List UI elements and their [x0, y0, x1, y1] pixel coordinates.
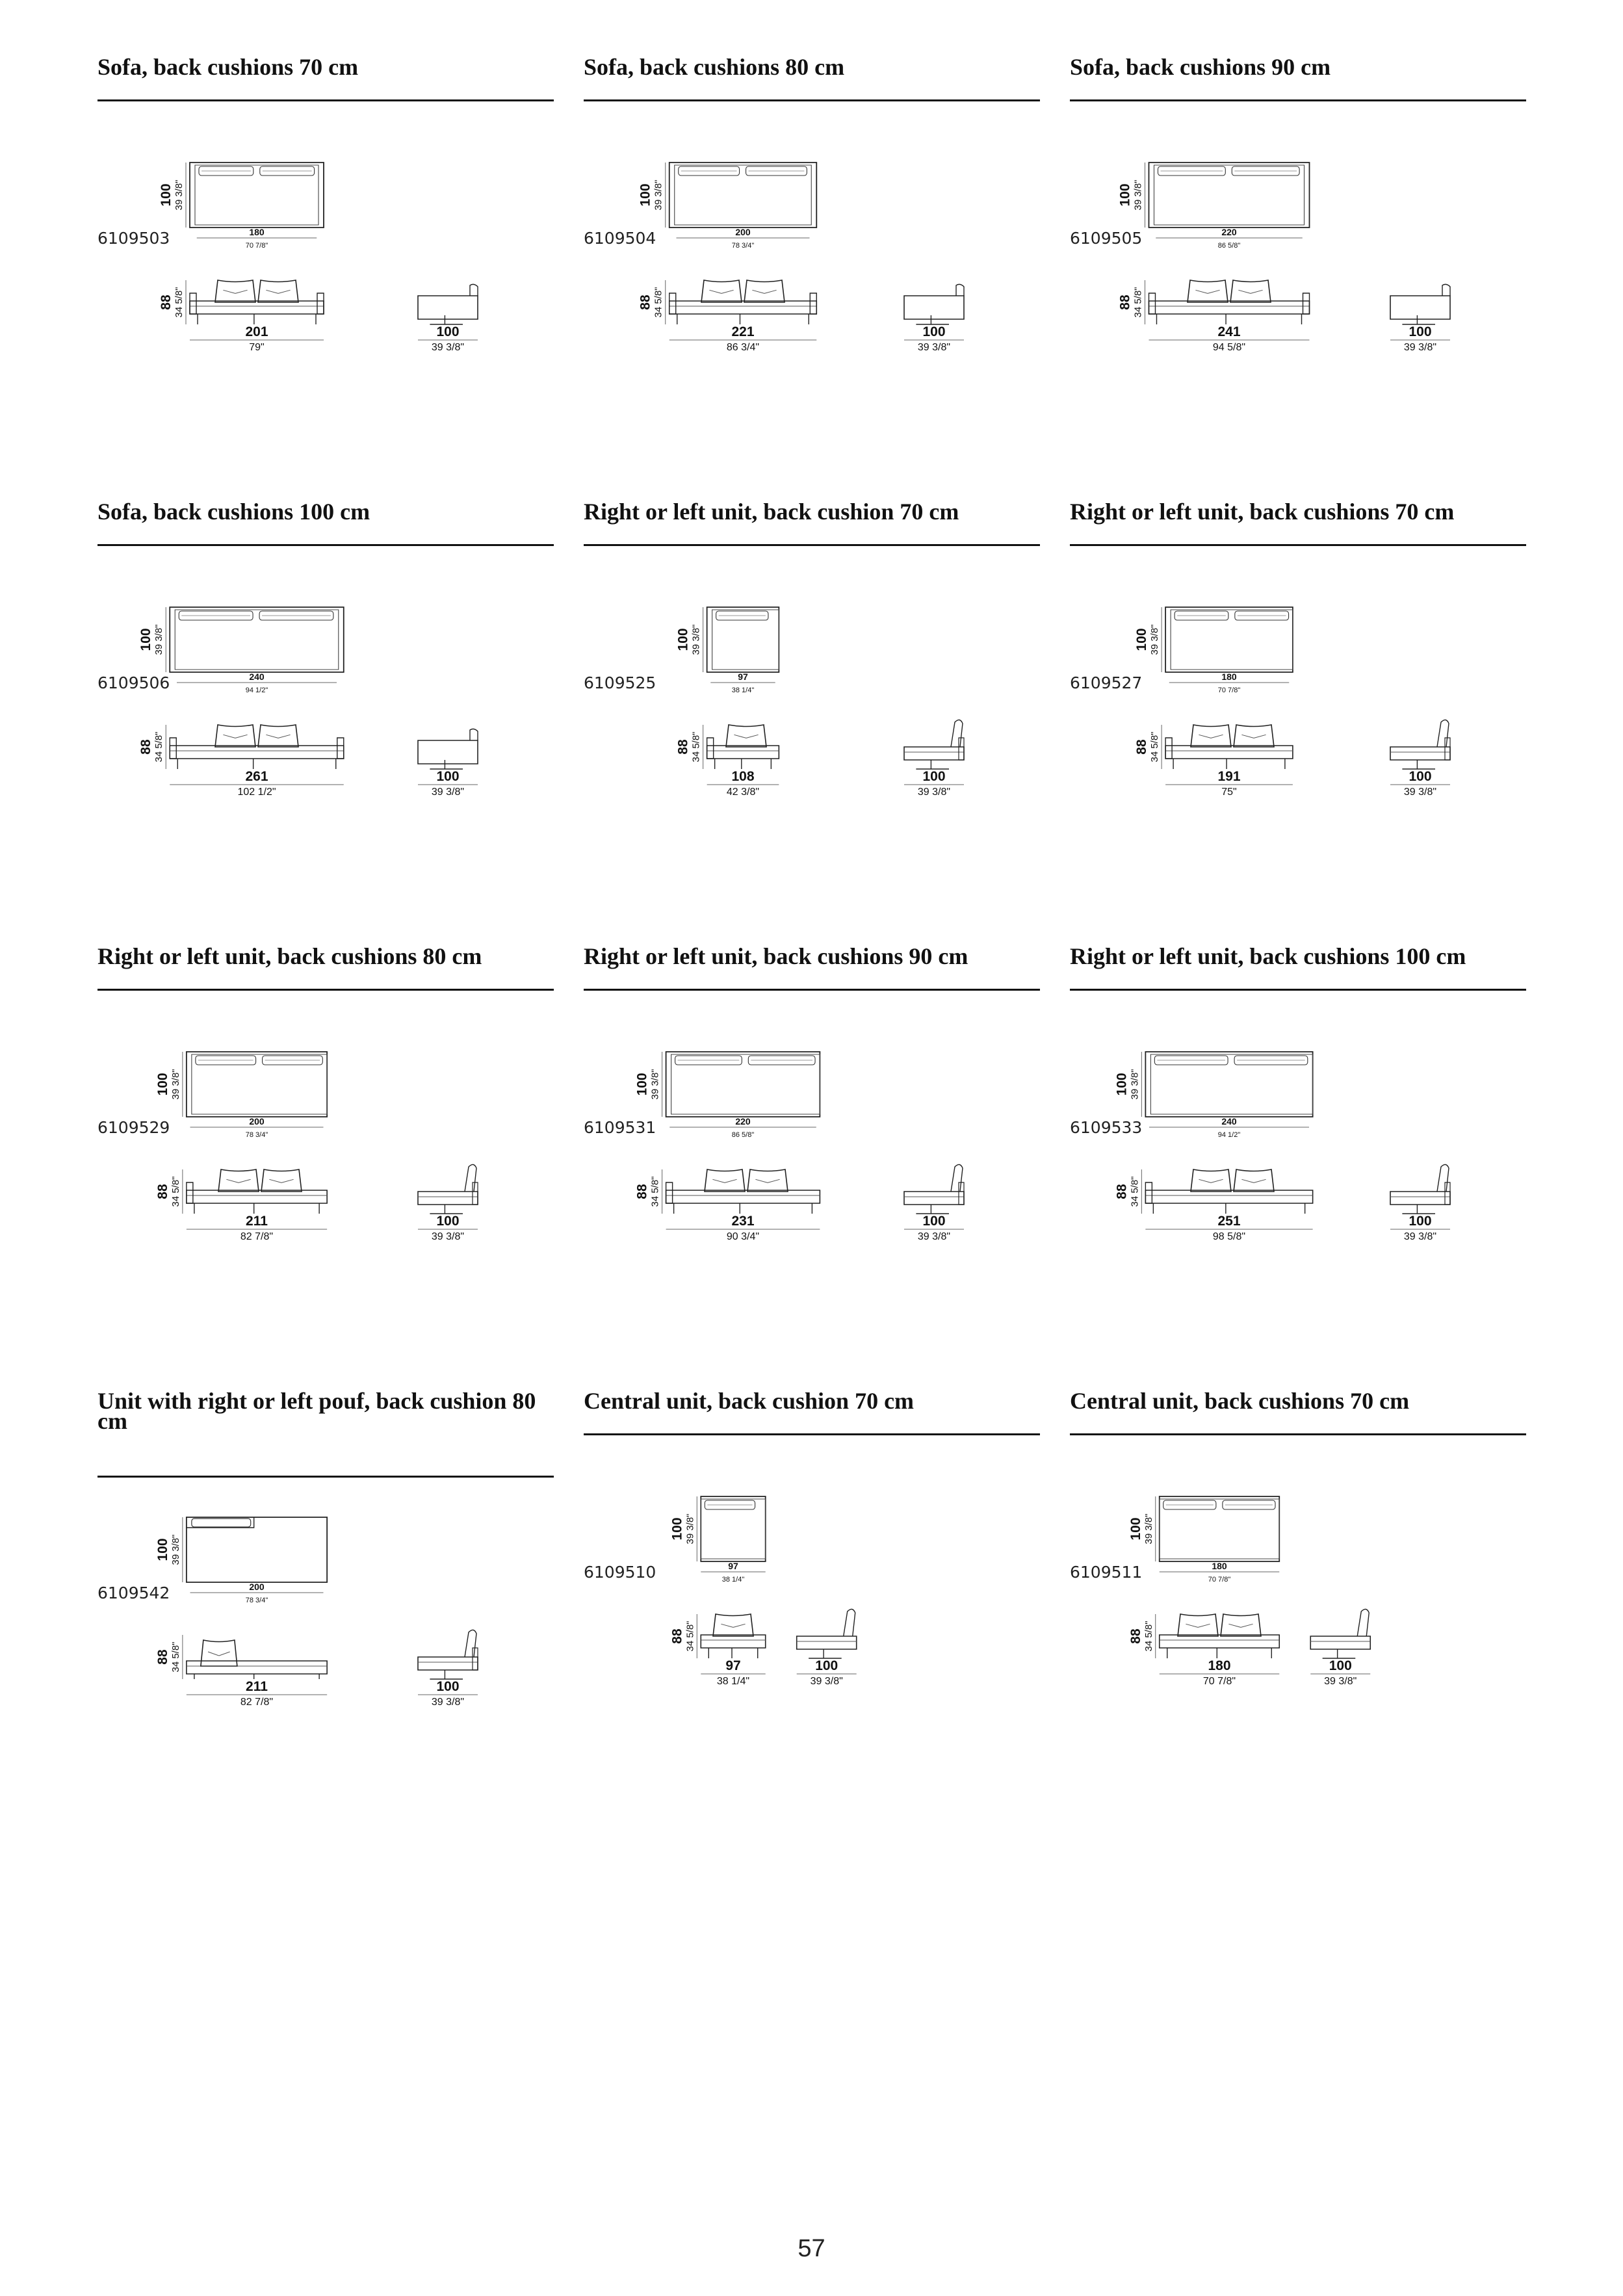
top-width-label: 240	[249, 672, 265, 682]
height-inch-label: 34 5/8"	[173, 287, 185, 318]
top-depth-inch-label: 39 3/8"	[173, 179, 185, 211]
product-title: Central unit, back cushions 70 cm	[1070, 1388, 1410, 1414]
side-depth-label: 100	[436, 1679, 460, 1694]
side-depth-label: 100	[436, 324, 460, 339]
product-code: 6109542	[97, 1584, 170, 1602]
front-width-label: 108	[731, 769, 755, 784]
product-title: Right or left unit, back cushions 70 cm	[1070, 499, 1455, 525]
top-depth-inch-label: 39 3/8"	[170, 1534, 181, 1565]
side-depth-label: 100	[1409, 1214, 1432, 1229]
top-view	[676, 607, 779, 694]
top-depth-inch-label: 39 3/8"	[153, 624, 165, 655]
top-width-inch-label: 78 3/4"	[245, 1597, 268, 1604]
page-number: 57	[798, 2235, 825, 2262]
top-view	[138, 607, 344, 694]
dimension-drawing	[97, 471, 554, 835]
side-depth-label: 100	[922, 1214, 946, 1229]
front-width-label: 231	[731, 1214, 755, 1229]
side-depth-inch-label: 39 3/8"	[917, 1231, 951, 1242]
dimension-drawing	[584, 26, 1040, 390]
front-width-inch-label: 75"	[1221, 787, 1237, 798]
product-cell	[1070, 1360, 1526, 1724]
top-width-label: 200	[735, 227, 751, 237]
height-label: 88	[669, 1628, 685, 1644]
side-view	[418, 284, 478, 353]
side-depth-inch-label: 39 3/8"	[431, 1697, 465, 1708]
top-depth-inch-label: 39 3/8"	[170, 1069, 181, 1100]
dimension-drawing	[584, 915, 1040, 1279]
side-view	[904, 284, 964, 353]
side-depth-label: 100	[922, 324, 946, 339]
top-view	[155, 1052, 327, 1139]
front-width-label: 191	[1217, 769, 1241, 784]
top-width-inch-label: 86 5/8"	[731, 1131, 755, 1139]
product-title: Sofa, back cushions 100 cm	[97, 499, 370, 525]
product-title: Unit with right or left pouf, back cushion 80 cm	[97, 1388, 542, 1434]
front-width-inch-label: 42 3/8"	[726, 787, 760, 798]
front-width-label: 201	[245, 324, 268, 339]
height-inch-label: 34 5/8"	[690, 731, 702, 763]
height-inch-label: 34 5/8"	[1132, 287, 1144, 318]
product-cell	[1070, 471, 1526, 835]
product-cell	[584, 471, 1040, 835]
product-code: 6109527	[1070, 673, 1143, 692]
height-inch-label: 34 5/8"	[170, 1641, 181, 1673]
dimension-drawing	[97, 1381, 554, 1745]
product-cell	[584, 26, 1040, 390]
product-code: 6109511	[1070, 1563, 1143, 1582]
front-width-inch-label: 82 7/8"	[240, 1231, 274, 1242]
top-width-label: 200	[249, 1582, 265, 1592]
product-title: Right or left unit, back cushions 100 cm	[1070, 943, 1466, 969]
top-view	[1114, 1052, 1312, 1139]
dimension-drawing	[584, 1360, 1040, 1724]
top-depth-label: 100	[1114, 1073, 1130, 1096]
side-depth-inch-label: 39 3/8"	[917, 787, 951, 798]
product-title: Right or left unit, back cushions 90 cm	[584, 943, 968, 969]
dimension-drawing	[97, 26, 554, 390]
front-width-label: 261	[245, 769, 268, 784]
product-code: 6109529	[97, 1118, 170, 1137]
front-view	[159, 280, 324, 353]
top-depth-inch-label: 39 3/8"	[1129, 1069, 1141, 1100]
product-cell	[1070, 26, 1526, 390]
product-title: Right or left unit, back cushions 80 cm	[97, 943, 482, 969]
top-depth-label: 100	[158, 183, 174, 207]
side-depth-inch-label: 39 3/8"	[431, 787, 465, 798]
top-width-inch-label: 70 7/8"	[1217, 686, 1241, 694]
height-inch-label: 34 5/8"	[649, 1176, 661, 1207]
top-width-label: 240	[1221, 1116, 1237, 1127]
front-width-inch-label: 86 3/4"	[726, 342, 760, 353]
front-view	[1128, 1614, 1280, 1687]
dimension-drawing	[1070, 26, 1526, 390]
front-width-inch-label: 94 5/8"	[1212, 342, 1246, 353]
top-view	[159, 163, 324, 250]
front-width-label: 221	[731, 324, 755, 339]
front-width-label: 211	[246, 1214, 268, 1229]
top-width-inch-label: 70 7/8"	[1208, 1576, 1231, 1584]
front-view	[155, 1635, 327, 1708]
top-view	[1117, 163, 1309, 250]
side-view	[1390, 284, 1450, 353]
top-view	[638, 163, 817, 250]
height-label: 88	[138, 739, 154, 755]
top-width-inch-label: 86 5/8"	[1217, 242, 1241, 250]
height-label: 88	[675, 739, 691, 755]
front-width-inch-label: 79"	[249, 342, 265, 353]
top-width-label: 97	[738, 672, 748, 682]
top-width-inch-label: 78 3/4"	[245, 1131, 268, 1139]
top-depth-inch-label: 39 3/8"	[1143, 1513, 1154, 1545]
product-code: 6109506	[97, 673, 170, 692]
product-title: Sofa, back cushions 70 cm	[97, 54, 359, 80]
side-view	[904, 720, 964, 798]
product-title: Central unit, back cushion 70 cm	[584, 1388, 915, 1414]
side-depth-inch-label: 39 3/8"	[1403, 342, 1437, 353]
top-depth-label: 100	[155, 1538, 170, 1561]
front-width-inch-label: 70 7/8"	[1202, 1676, 1236, 1687]
height-label: 88	[1128, 1628, 1143, 1644]
top-width-inch-label: 94 1/2"	[245, 686, 268, 694]
top-depth-label: 100	[669, 1517, 685, 1541]
front-view	[1117, 280, 1309, 353]
top-width-label: 220	[735, 1116, 751, 1127]
top-view	[155, 1517, 327, 1604]
side-depth-label: 100	[1409, 769, 1432, 784]
top-depth-label: 100	[1117, 183, 1133, 207]
height-label: 88	[1117, 294, 1133, 310]
top-depth-label: 100	[634, 1073, 650, 1096]
top-view	[1128, 1496, 1280, 1584]
top-width-label: 180	[249, 227, 265, 237]
top-view	[635, 1052, 820, 1139]
side-depth-inch-label: 39 3/8"	[917, 342, 951, 353]
height-inch-label: 34 5/8"	[1129, 1176, 1141, 1207]
product-code: 6109510	[584, 1563, 656, 1582]
top-width-label: 200	[249, 1116, 265, 1127]
front-width-label: 251	[1217, 1214, 1241, 1229]
top-width-inch-label: 94 1/2"	[1217, 1131, 1241, 1139]
top-depth-label: 100	[138, 628, 154, 651]
front-width-inch-label: 102 1/2"	[237, 787, 276, 798]
product-title: Sofa, back cushions 80 cm	[584, 54, 845, 80]
top-depth-inch-label: 39 3/8"	[1149, 624, 1161, 655]
side-depth-inch-label: 39 3/8"	[1324, 1676, 1357, 1687]
height-label: 88	[1114, 1184, 1130, 1199]
product-code: 6109505	[1070, 229, 1143, 248]
front-width-label: 211	[246, 1679, 268, 1694]
front-view	[669, 1614, 765, 1687]
front-view	[138, 725, 344, 798]
side-depth-inch-label: 39 3/8"	[1403, 787, 1437, 798]
front-view	[1134, 725, 1293, 798]
dimension-drawing	[1070, 915, 1526, 1279]
side-depth-label: 100	[1409, 324, 1432, 339]
front-width-inch-label: 98 5/8"	[1212, 1231, 1246, 1242]
top-width-label: 220	[1221, 227, 1237, 237]
product-cell	[97, 1360, 554, 1724]
height-label: 88	[155, 1649, 170, 1665]
product-code: 6109504	[584, 229, 656, 248]
side-depth-inch-label: 39 3/8"	[810, 1676, 843, 1687]
top-depth-label: 100	[155, 1073, 170, 1096]
front-width-label: 241	[1217, 324, 1241, 339]
height-inch-label: 34 5/8"	[684, 1621, 696, 1652]
side-view	[904, 1164, 964, 1242]
side-depth-label: 100	[436, 769, 460, 784]
side-view	[797, 1609, 857, 1687]
product-cell	[584, 1360, 1040, 1724]
dimension-drawing	[1070, 1360, 1526, 1724]
top-depth-inch-label: 39 3/8"	[649, 1069, 661, 1100]
side-view	[1390, 1164, 1450, 1242]
side-depth-label: 100	[436, 1214, 460, 1229]
front-width-inch-label: 38 1/4"	[716, 1676, 750, 1687]
product-cell	[584, 915, 1040, 1279]
front-width-inch-label: 82 7/8"	[240, 1697, 274, 1708]
height-inch-label: 34 5/8"	[153, 731, 165, 763]
side-view	[1310, 1609, 1370, 1687]
top-width-inch-label: 70 7/8"	[245, 242, 268, 250]
height-label: 88	[1134, 739, 1150, 755]
side-view	[418, 1630, 478, 1708]
height-inch-label: 34 5/8"	[1149, 731, 1161, 763]
top-width-label: 97	[728, 1561, 738, 1571]
top-view	[1134, 607, 1293, 694]
top-depth-inch-label: 39 3/8"	[653, 179, 664, 211]
top-depth-label: 100	[675, 628, 691, 651]
side-depth-label: 100	[815, 1658, 838, 1673]
front-view	[638, 280, 817, 353]
height-inch-label: 34 5/8"	[170, 1176, 181, 1207]
side-depth-label: 100	[1329, 1658, 1352, 1673]
top-width-label: 180	[1212, 1561, 1227, 1571]
top-depth-inch-label: 39 3/8"	[1132, 179, 1144, 211]
product-cell	[97, 471, 554, 835]
product-cell	[97, 915, 554, 1279]
top-view	[669, 1496, 765, 1584]
side-view	[1390, 720, 1450, 798]
product-code: 6109533	[1070, 1118, 1143, 1137]
front-view	[676, 725, 779, 798]
height-inch-label: 34 5/8"	[653, 287, 664, 318]
product-code: 6109531	[584, 1118, 656, 1137]
dimension-drawing	[97, 915, 554, 1279]
height-label: 88	[155, 1184, 170, 1199]
height-label: 88	[638, 294, 653, 310]
front-view	[635, 1169, 820, 1242]
front-width-label: 180	[1208, 1658, 1231, 1673]
product-title: Sofa, back cushions 90 cm	[1070, 54, 1331, 80]
top-depth-label: 100	[1128, 1517, 1143, 1541]
side-depth-inch-label: 39 3/8"	[1403, 1231, 1437, 1242]
top-width-inch-label: 38 1/4"	[731, 686, 755, 694]
top-width-inch-label: 78 3/4"	[731, 242, 755, 250]
height-inch-label: 34 5/8"	[1143, 1621, 1154, 1652]
side-view	[418, 1164, 478, 1242]
top-depth-label: 100	[1134, 628, 1150, 651]
dimension-drawing	[584, 471, 1040, 835]
height-label: 88	[634, 1184, 650, 1199]
product-code: 6109503	[97, 229, 170, 248]
dimension-drawing	[1070, 471, 1526, 835]
top-depth-label: 100	[638, 183, 653, 207]
side-depth-inch-label: 39 3/8"	[431, 1231, 465, 1242]
side-depth-inch-label: 39 3/8"	[431, 342, 465, 353]
side-view	[418, 729, 478, 798]
product-code: 6109525	[584, 673, 656, 692]
front-width-inch-label: 90 3/4"	[726, 1231, 760, 1242]
product-title: Right or left unit, back cushion 70 cm	[584, 499, 959, 525]
top-width-inch-label: 38 1/4"	[721, 1576, 745, 1584]
height-label: 88	[158, 294, 174, 310]
top-depth-inch-label: 39 3/8"	[690, 624, 702, 655]
front-view	[155, 1169, 327, 1242]
product-cell	[1070, 915, 1526, 1279]
side-depth-label: 100	[922, 769, 946, 784]
front-width-label: 97	[725, 1658, 741, 1673]
product-cell	[97, 26, 554, 390]
front-view	[1114, 1169, 1312, 1242]
top-depth-inch-label: 39 3/8"	[684, 1513, 696, 1545]
top-width-label: 180	[1221, 672, 1237, 682]
